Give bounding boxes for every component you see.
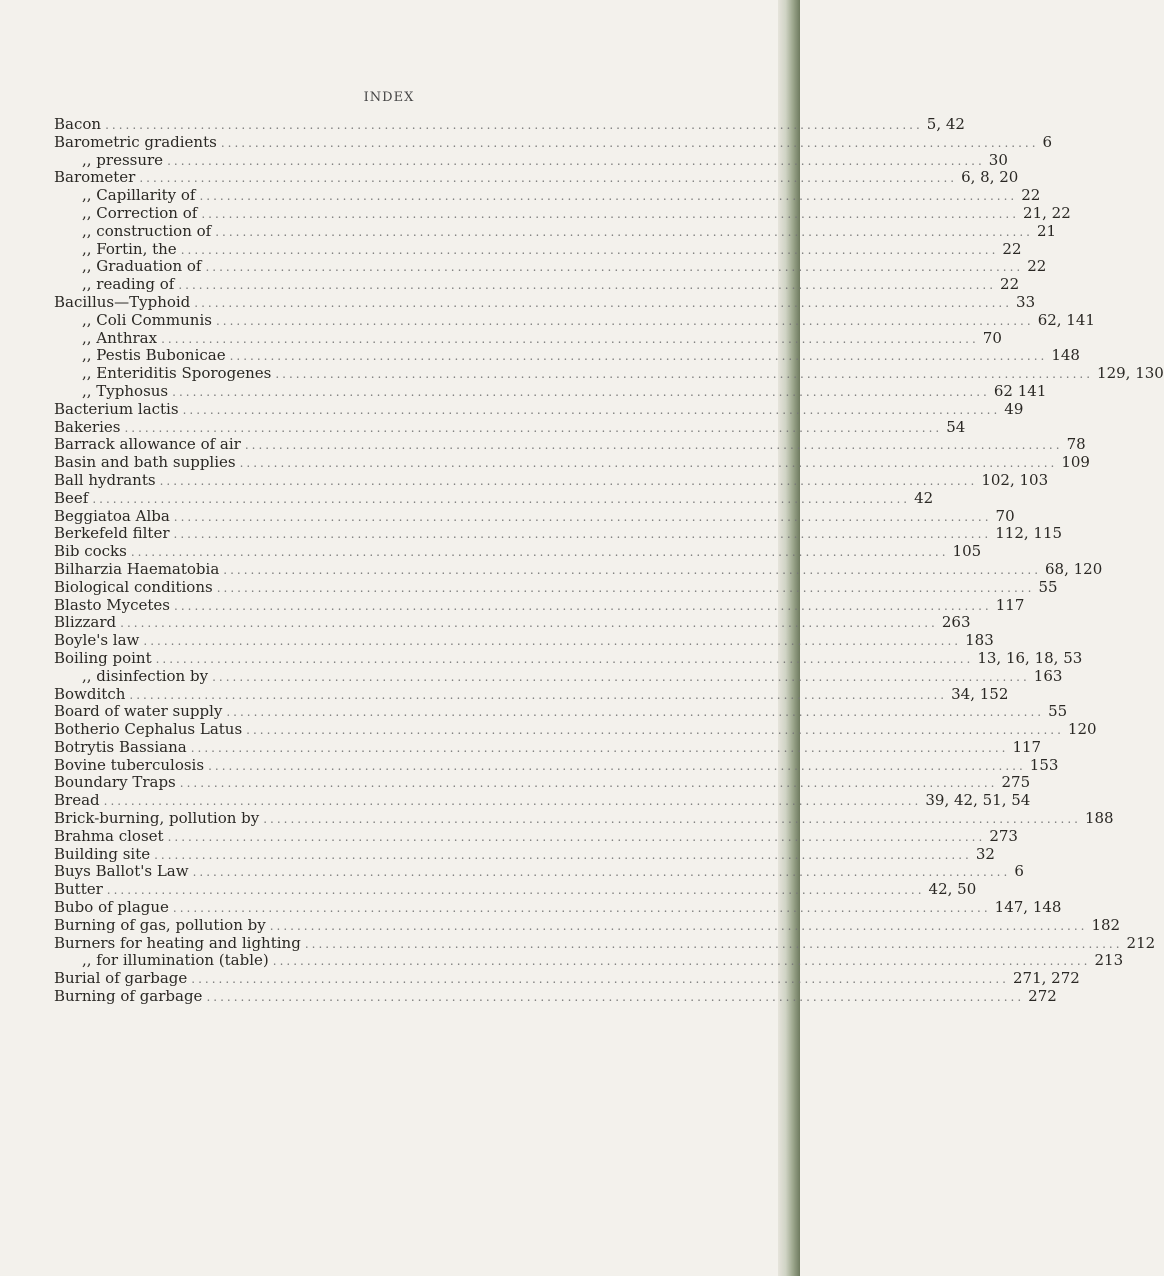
index-term: Botrytis Bassiana: [54, 737, 187, 756]
index-term: Boiling point: [54, 648, 152, 667]
index-pages: 22: [1002, 239, 1022, 258]
dot-leader: ........................................................................................................................: [172, 384, 990, 399]
index-term: Blizzard: [54, 613, 117, 632]
index-pages: 54: [946, 417, 966, 436]
dot-leader: ........................................................................................................................: [124, 420, 943, 435]
index-entry: [54, 613, 971, 632]
index-term: Beggiatoa Alba: [54, 506, 170, 525]
index-entry: [54, 346, 1080, 365]
index-entry: [54, 648, 1083, 668]
index-entry: [54, 720, 1097, 739]
index-entry: [54, 168, 1019, 187]
index-term: Building site: [54, 844, 151, 863]
index-term: Burning of gas, pollution by: [54, 915, 266, 934]
index-term: ,, disinfection by: [82, 666, 209, 685]
index-term: Barrack allowance of air: [54, 435, 241, 454]
index-pages: 39, 42, 51, 54: [925, 791, 1031, 810]
index-term: Ball hydrants: [54, 470, 156, 489]
dot-leader: ........................................................................................................................: [272, 954, 1091, 969]
dot-leader: ........................................................................................................................: [206, 990, 1025, 1005]
index-pages: 117: [1012, 737, 1042, 756]
page-header: INDEX: [363, 90, 415, 105]
index-entry: [54, 933, 1156, 953]
index-term: ,, Correction of: [82, 203, 198, 222]
index-entry: [54, 506, 1015, 526]
index-term: ,, Pestis Bubonicae: [82, 346, 226, 365]
index-term: Bacon: [54, 115, 102, 133]
dot-leader: ........................................................................................................................: [180, 242, 999, 257]
index-entry: [54, 915, 1121, 935]
index-pages: 263: [941, 613, 971, 632]
index-pages: 147, 148: [994, 898, 1062, 917]
dot-leader: ........................................................................................................................: [143, 634, 962, 649]
dot-leader: ........................................................................................................................: [239, 456, 1058, 471]
index-entry: [54, 809, 1114, 828]
dot-leader: ........................................................................................................................: [220, 135, 1039, 150]
index-entry: [54, 755, 1059, 775]
index-term: ,, Graduation of: [82, 257, 202, 276]
index-term: Biological conditions: [54, 577, 213, 596]
index-entry: [54, 969, 1080, 988]
index-term: Board of water supply: [54, 702, 223, 721]
index-entry: [54, 631, 994, 650]
dot-leader: ........................................................................................................................: [139, 171, 958, 186]
dot-leader: ........................................................................................................................: [216, 580, 1035, 595]
index-entry: [54, 381, 1047, 401]
index-entry: [54, 773, 1031, 792]
dot-leader: ........................................................................................................................: [212, 669, 1030, 684]
index-term: Bacterium lactis: [54, 399, 179, 418]
index-pages: 34, 152: [951, 684, 1009, 703]
index-term: Bubo of plague: [54, 898, 169, 917]
index-pages: 13, 16, 18, 53: [977, 648, 1083, 667]
index-pages: 273: [989, 826, 1018, 845]
index-term: Brick-burning, pollution by: [54, 809, 260, 828]
index-pages: 22: [1000, 275, 1020, 294]
index-pages: 109: [1061, 453, 1090, 472]
index-entry: [54, 898, 1062, 917]
dot-leader: ........................................................................................................................: [106, 883, 925, 898]
dot-leader: ........................................................................................................................: [194, 295, 1013, 310]
index-pages: 5, 42: [926, 115, 965, 133]
index-term: Bakeries: [54, 417, 121, 436]
index-pages: 105: [952, 542, 982, 561]
index-term: Blasto Mycetes: [54, 595, 171, 614]
index-term: Burning of garbage: [54, 987, 203, 1006]
index-list: [54, 115, 1164, 1006]
dot-leader: ........................................................................................................................: [205, 260, 1024, 275]
dot-leader: ........................................................................................................................: [154, 847, 972, 862]
dot-leader: ........................................................................................................................: [178, 278, 997, 293]
index-pages: 183: [965, 631, 994, 650]
index-pages: 213: [1094, 951, 1124, 970]
dot-leader: ........................................................................................................................: [172, 901, 991, 916]
dot-leader: ........................................................................................................................: [190, 740, 1009, 755]
index-pages: 6, 8, 20: [961, 168, 1019, 187]
index-pages: 70: [995, 506, 1015, 525]
dot-leader: ........................................................................................................................: [244, 438, 1063, 453]
index-pages: 55: [1048, 702, 1068, 721]
index-entry: [54, 951, 1124, 970]
index-term: Bacillus—Typhoid: [54, 292, 191, 311]
index-entry: [54, 310, 1095, 330]
index-pages: 148: [1051, 346, 1080, 365]
index-term: ,, Coli Communis: [82, 310, 212, 329]
index-term: Basin and bath supplies: [54, 453, 236, 472]
index-pages: 68, 120: [1045, 559, 1103, 578]
index-entry: [54, 791, 1031, 810]
index-term: ,, Typhosus: [82, 381, 169, 400]
index-term: Butter: [54, 880, 103, 899]
index-pages: 42: [914, 488, 934, 507]
index-entry: [54, 595, 1025, 615]
index-entry: [54, 987, 1057, 1006]
index-term: ,, Capillarity of: [82, 186, 196, 205]
dot-leader: ........................................................................................................................: [173, 509, 992, 524]
dot-leader: ........................................................................................................................: [269, 918, 1088, 933]
dot-leader: ........................................................................................................................: [229, 349, 1048, 364]
dot-leader: ........................................................................................................................: [226, 705, 1045, 720]
index-pages: 120: [1067, 720, 1097, 739]
index-term: Burial of garbage: [54, 969, 188, 988]
index-pages: 22: [1021, 186, 1041, 205]
index-entry: [54, 666, 1063, 686]
dot-leader: ........................................................................................................................: [167, 829, 986, 844]
index-term: ,, construction of: [82, 221, 212, 240]
index-pages: 62, 141: [1037, 310, 1095, 329]
index-entry: [54, 328, 1002, 348]
index-term: Brahma closet: [54, 826, 164, 845]
dot-leader: ........................................................................................................................: [129, 687, 948, 702]
index-entry: [54, 399, 1024, 419]
index-entry: [54, 221, 1057, 241]
index-entry: [54, 826, 1018, 846]
index-pages: 212: [1126, 933, 1156, 952]
index-term: Beef: [54, 488, 89, 507]
index-entry: [54, 186, 1041, 205]
index-pages: 129, 130: [1097, 364, 1164, 383]
index-pages: 272: [1028, 987, 1057, 1006]
dot-leader: ........................................................................................................................: [246, 723, 1064, 738]
dot-leader: ........................................................................................................................: [275, 367, 1094, 382]
index-pages: 42, 50: [928, 880, 977, 899]
index-term: Bovine tuberculosis: [54, 755, 205, 774]
index-entry: [54, 417, 966, 437]
index-term: Bilharzia Haematobia: [54, 559, 220, 578]
index-entry: [54, 880, 977, 899]
index-pages: 102, 103: [981, 470, 1049, 489]
index-pages: 117: [995, 595, 1025, 614]
index-term: Buys Ballot's Law: [54, 862, 189, 881]
index-pages: 32: [975, 844, 995, 863]
dot-leader: ........................................................................................................................: [174, 598, 992, 613]
index-pages: 22: [1027, 257, 1047, 276]
index-pages: 112, 115: [995, 524, 1063, 543]
index-entry: [54, 115, 965, 134]
index-pages: 163: [1033, 666, 1063, 685]
index-entry: [54, 203, 1071, 223]
dot-leader: ........................................................................................................................: [173, 527, 992, 542]
index-entry: [54, 435, 1086, 454]
index-pages: 182: [1091, 915, 1121, 934]
dot-leader: ........................................................................................................................: [103, 794, 922, 809]
index-term: ,, pressure: [82, 150, 164, 169]
index-term: ,, Anthrax: [82, 328, 158, 347]
index-pages: 49: [1004, 399, 1024, 418]
index-term: ,, Fortin, the: [82, 239, 177, 258]
index-pages: 275: [1001, 773, 1031, 792]
index-entry: [54, 453, 1090, 472]
dot-leader: ........................................................................................................................: [215, 224, 1033, 239]
index-pages: 55: [1038, 577, 1058, 596]
index-entry: [54, 862, 1024, 881]
dot-leader: ........................................................................................................................: [155, 651, 974, 666]
index-entry: [54, 524, 1063, 543]
dot-leader: ........................................................................................................................: [199, 189, 1018, 204]
dot-leader: ........................................................................................................................: [105, 118, 923, 132]
index-pages: 153: [1029, 755, 1059, 774]
dot-leader: ........................................................................................................................: [223, 562, 1042, 577]
index-term: ,, reading of: [82, 275, 175, 294]
index-pages: 21: [1036, 221, 1057, 240]
index-pages: 188: [1084, 809, 1114, 828]
index-term: Botherio Cephalus Latus: [54, 720, 243, 739]
dot-leader: ........................................................................................................................: [304, 936, 1123, 951]
index-term: Barometric gradients: [54, 132, 217, 151]
index-entry: [54, 577, 1058, 597]
index-entry: [54, 737, 1042, 757]
dot-leader: ........................................................................................................................: [182, 402, 1001, 417]
index-pages: 271, 272: [1012, 969, 1080, 988]
dot-leader: ........................................................................................................................: [161, 331, 979, 346]
dot-leader: ........................................................................................................................: [201, 206, 1020, 221]
index-pages: 21, 22: [1023, 203, 1071, 222]
index-entry: [54, 292, 1036, 312]
index-entry: [54, 150, 1008, 170]
index-pages: 6: [1042, 132, 1053, 151]
index-pages: 6: [1014, 862, 1024, 881]
dot-leader: ........................................................................................................................: [159, 473, 978, 488]
index-pages: 62 141: [993, 381, 1047, 400]
dot-leader: ........................................................................................................................: [263, 812, 1081, 827]
index-entry: [54, 470, 1049, 490]
dot-leader: ........................................................................................................................: [167, 153, 985, 168]
dot-leader: ........................................................................................................................: [179, 776, 998, 791]
index-pages: 78: [1066, 435, 1086, 454]
index-entry: [54, 239, 1022, 259]
dot-leader: ........................................................................................................................: [191, 972, 1009, 987]
index-term: Boundary Traps: [54, 773, 176, 792]
dot-leader: ........................................................................................................................: [192, 865, 1011, 880]
index-entry: [54, 275, 1020, 294]
index-entry: [54, 364, 1164, 383]
index-term: Boyle's law: [54, 631, 140, 650]
dot-leader: ........................................................................................................................: [92, 491, 911, 506]
dot-leader: ........................................................................................................................: [208, 758, 1026, 773]
index-pages: 70: [982, 328, 1002, 347]
index-pages: 30: [988, 150, 1008, 169]
index-term: ,, Enteriditis Sporogenes: [82, 364, 272, 383]
index-entry: [54, 684, 1009, 704]
index-term: Bowditch: [54, 684, 126, 703]
dot-leader: ........................................................................................................................: [215, 313, 1034, 328]
dot-leader: ........................................................................................................................: [130, 545, 949, 560]
index-entry: [54, 702, 1068, 721]
index-entry: [54, 559, 1103, 579]
index-term: Barometer: [54, 168, 136, 187]
index-entry: [54, 488, 934, 508]
index-entry: [54, 844, 995, 864]
index-entry: [54, 542, 982, 561]
index-term: Berkefeld filter: [54, 524, 170, 543]
index-term: Bib cocks: [54, 542, 127, 561]
index-term: Burners for heating and lighting: [54, 933, 301, 952]
dot-leader: ........................................................................................................................: [120, 616, 938, 631]
index-entry: [54, 257, 1047, 276]
index-term: ,, for illumination (table): [82, 951, 269, 970]
index-pages: 33: [1016, 292, 1036, 311]
index-term: Bread: [54, 791, 100, 810]
index-entry: [54, 132, 1053, 152]
